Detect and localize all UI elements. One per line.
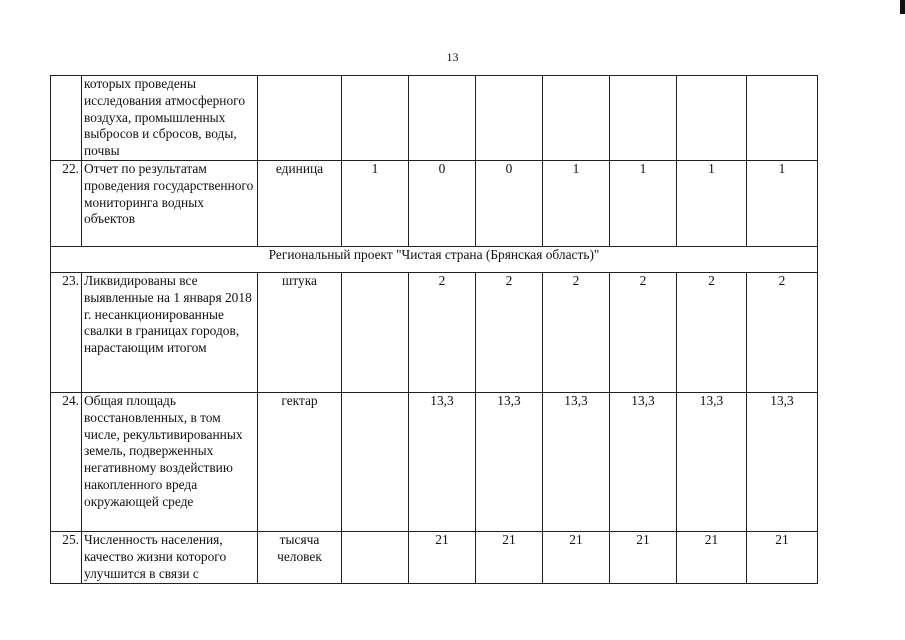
value-cell: [342, 532, 409, 584]
value-cell: 21: [747, 532, 818, 584]
value-cell: 21: [543, 532, 610, 584]
value-cell: [747, 76, 818, 161]
section-row: [51, 247, 818, 273]
value-cell: [677, 76, 747, 161]
value-cell: 21: [409, 532, 476, 584]
value-cell: 13,3: [747, 393, 818, 532]
value-cell: 0: [476, 161, 543, 247]
value-cell: 1: [342, 161, 409, 247]
value-cell: 1: [677, 161, 747, 247]
value-cell: [342, 273, 409, 393]
table-row: [51, 393, 818, 532]
value-cell: [476, 76, 543, 161]
row-number: 24.: [51, 393, 82, 532]
value-cell: 21: [677, 532, 747, 584]
value-cell: 2: [677, 273, 747, 393]
row-number: 25.: [51, 532, 82, 584]
value-cell: 13,3: [677, 393, 747, 532]
row-number: 22.: [51, 161, 82, 247]
value-cell: 2: [747, 273, 818, 393]
indicator-name: Ликвидированы все выявленные на 1 января 2018 г. несанкционированные свалки в границах городов, нарастающим итогом: [82, 273, 258, 393]
table-row: [51, 76, 818, 161]
table-row: [51, 161, 818, 247]
indicator-unit: тысяча человек: [258, 532, 342, 584]
value-cell: 1: [543, 161, 610, 247]
indicators-table: [50, 75, 818, 584]
indicator-name: Численность населения, качество жизни которого улучшится в связи с: [82, 532, 258, 584]
table-row: [51, 532, 818, 584]
indicator-unit: штука: [258, 273, 342, 393]
page-number: 13: [446, 50, 459, 64]
value-cell: 2: [476, 273, 543, 393]
indicator-name: которых проведены исследования атмосферного воздуха, промышленных выбросов и сбросов, воды, почвы: [82, 76, 258, 161]
value-cell: [409, 76, 476, 161]
value-cell: [610, 76, 677, 161]
table-row: [51, 273, 818, 393]
indicator-unit: гектар: [258, 393, 342, 532]
value-cell: [543, 76, 610, 161]
row-number: [51, 76, 82, 161]
value-cell: 1: [747, 161, 818, 247]
section-title: Региональный проект "Чистая страна (Брянская область)": [51, 247, 818, 273]
scan-edge-mark: [900, 0, 905, 14]
indicator-unit: [258, 76, 342, 161]
value-cell: 0: [409, 161, 476, 247]
value-cell: 13,3: [610, 393, 677, 532]
value-cell: 2: [610, 273, 677, 393]
value-cell: [342, 393, 409, 532]
value-cell: [342, 76, 409, 161]
value-cell: 2: [409, 273, 476, 393]
value-cell: 2: [543, 273, 610, 393]
value-cell: 1: [610, 161, 677, 247]
value-cell: 13,3: [543, 393, 610, 532]
value-cell: 13,3: [409, 393, 476, 532]
indicator-name: Общая площадь восстановленных, в том числе, рекультивированных земель, подверженных негативному воздействию накопленного вреда окружающей среде: [82, 393, 258, 532]
value-cell: 21: [610, 532, 677, 584]
row-number: 23.: [51, 273, 82, 393]
indicator-name: Отчет по результатам проведения государственного мониторинга водных объектов: [82, 161, 258, 247]
indicator-unit: единица: [258, 161, 342, 247]
value-cell: 13,3: [476, 393, 543, 532]
value-cell: 21: [476, 532, 543, 584]
